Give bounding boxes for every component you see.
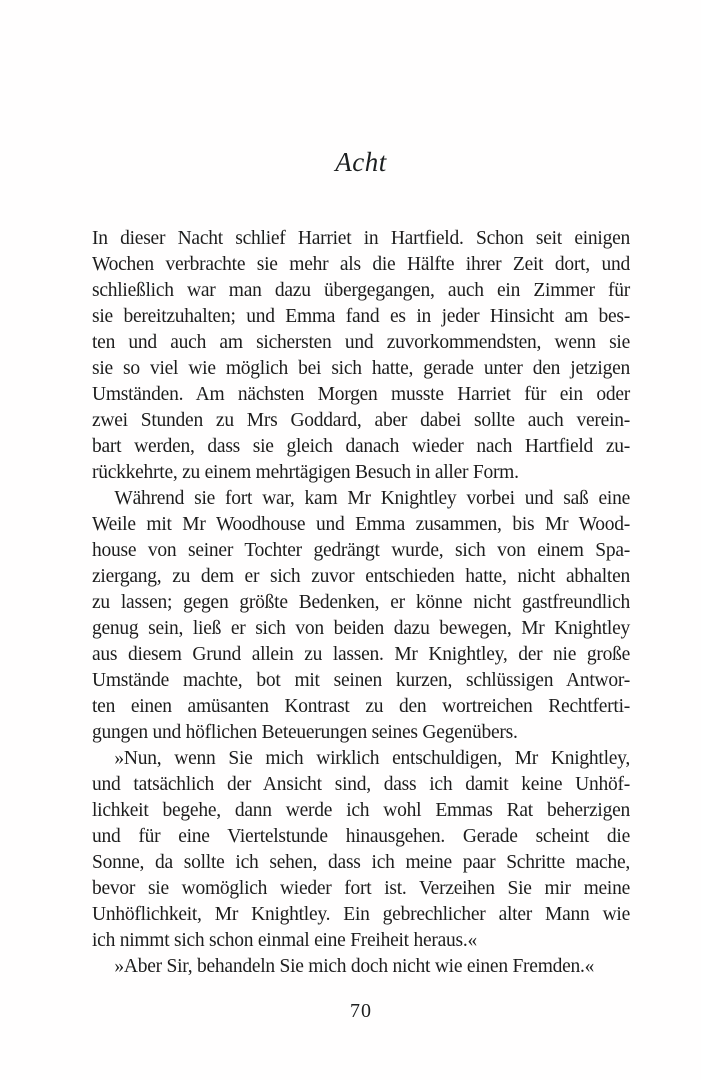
text-line: house von seiner Tochter gedrängt wurde, sich von einem Spa- xyxy=(92,540,630,561)
text-line: gungen und höflichen Beteuerungen seines Gegenübers. xyxy=(92,722,518,743)
text-line: sie so viel wie möglich bei sich hatte, gerade unter den jetzigen xyxy=(92,358,630,379)
text-line: In dieser Nacht schlief Harriet in Hartfield. Schon seit einigen xyxy=(92,228,630,249)
text-line: und tatsächlich der Ansicht sind, dass ich damit keine Unhöf- xyxy=(92,774,630,795)
text-line: zu lassen; gegen größte Bedenken, er könne nicht gastfreundlich xyxy=(92,592,630,613)
paragraph-2 xyxy=(92,486,630,746)
text-line: Weile mit Mr Woodhouse und Emma zusammen, bis Mr Wood- xyxy=(92,514,630,535)
paragraph-3 xyxy=(92,746,630,954)
body-text xyxy=(92,226,630,980)
chapter-title: Acht xyxy=(335,147,387,177)
text-line: schließlich war man dazu übergegangen, auch ein Zimmer für xyxy=(92,280,630,301)
text-line: Sonne, da sollte ich sehen, dass ich meine paar Schritte mache, xyxy=(92,852,630,873)
text-line: Umständen. Am nächsten Morgen musste Harriet für ein oder xyxy=(92,384,630,405)
page-number: 70 xyxy=(350,1000,372,1022)
paragraph-1 xyxy=(92,226,630,486)
text-line: rückkehrte, zu einem mehrtägigen Besuch in aller Form. xyxy=(92,462,519,483)
text-line: Wochen verbrachte sie mehr als die Hälfte ihrer Zeit dort, und xyxy=(92,254,630,275)
text-line: sie bereitzuhalten; und Emma fand es in jeder Hinsicht am bes- xyxy=(92,306,630,327)
text-line: ziergang, zu dem er sich zuvor entschieden hatte, nicht abhalten xyxy=(92,566,630,587)
text-line: bart werden, dass sie gleich danach wieder nach Hartfield zu- xyxy=(92,436,630,457)
paragraph-4 xyxy=(92,954,630,980)
text-line: »Aber Sir, behandeln Sie mich doch nicht wie einen Fremden.« xyxy=(114,956,595,977)
text-line: »Nun, wenn Sie mich wirklich entschuldigen, Mr Knightley, xyxy=(114,748,630,769)
text-line: genug sein, ließ er sich von beiden dazu bewegen, Mr Knightley xyxy=(92,618,630,639)
text-line: ten und auch am sichersten und zuvorkommendsten, wenn sie xyxy=(92,332,630,353)
text-line: lichkeit begehe, dann werde ich wohl Emmas Rat beherzigen xyxy=(92,800,630,821)
text-line: Während sie fort war, kam Mr Knightley vorbei und saß eine xyxy=(114,488,630,509)
text-line: bevor sie womöglich wieder fort ist. Verzeihen Sie mir meine xyxy=(92,878,630,899)
text-line: Umstände machte, bot mit seinen kurzen, schlüssigen Antwor- xyxy=(92,670,630,691)
text-line: Unhöflichkeit, Mr Knightley. Ein gebrechlicher alter Mann wie xyxy=(92,904,630,925)
text-line: zwei Stunden zu Mrs Goddard, aber dabei sollte auch verein- xyxy=(92,410,630,431)
text-line: ten einen amüsanten Kontrast zu den wortreichen Rechtferti- xyxy=(92,696,630,717)
text-line: ich nimmt sich schon einmal eine Freiheit heraus.« xyxy=(92,930,477,951)
text-line: aus diesem Grund allein zu lassen. Mr Knightley, der nie große xyxy=(92,644,630,665)
text-line: und für eine Viertelstunde hinausgehen. Gerade scheint die xyxy=(92,826,630,847)
